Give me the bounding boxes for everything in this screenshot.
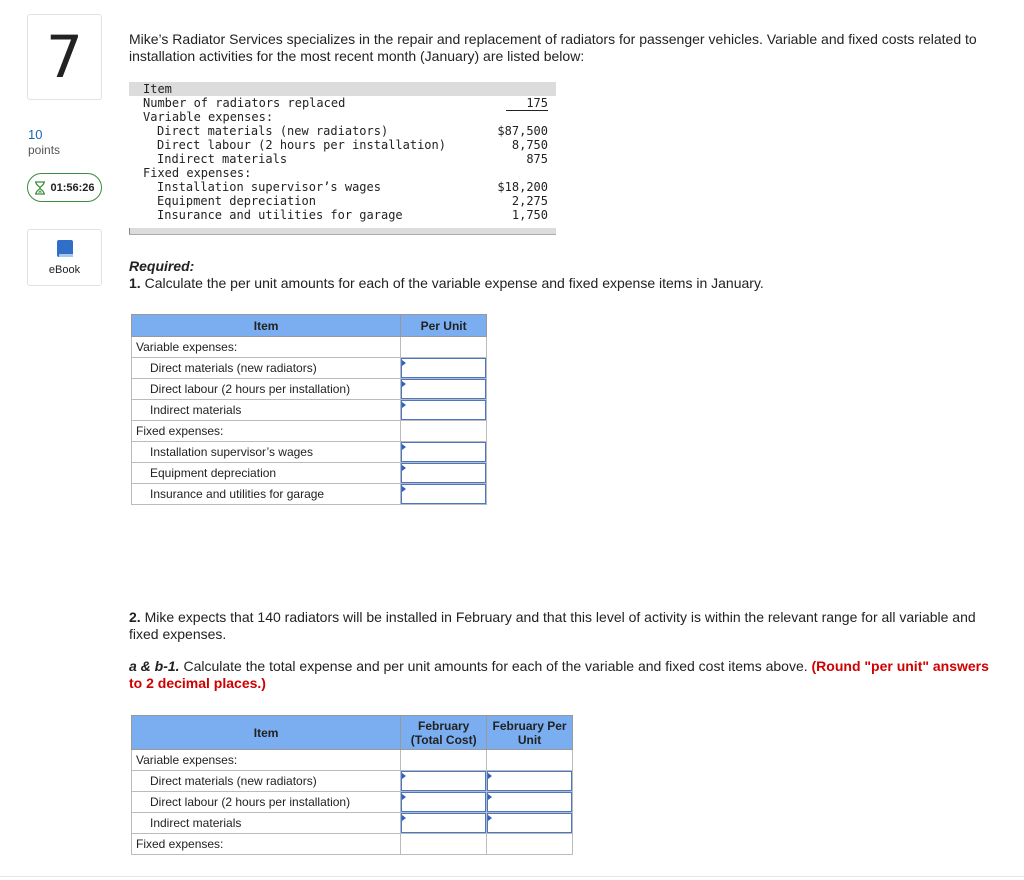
data-row-radiators: Number of radiators replaced 175	[143, 96, 548, 110]
timer	[27, 173, 102, 202]
hourglass-icon	[34, 181, 46, 195]
table-scrollbar[interactable]	[129, 228, 556, 234]
points-label: points	[28, 143, 61, 157]
input-indirect-materials-feb-total[interactable]	[402, 814, 485, 832]
part-ab-instruction: a & b-1. Calculate the total expense and per unit amounts for each of the variable and fixed cost items above. (Round "per unit" answers to 2 decimal places.)	[129, 658, 989, 691]
row-label: Direct labour (2 hours per installation)	[132, 379, 401, 400]
question-number: 7	[46, 23, 83, 91]
part1-instruction: 1. Calculate the per unit amounts for each of the variable expense and fixed expense items in January.	[129, 275, 764, 291]
column-header-february-total: February (Total Cost)	[401, 716, 487, 750]
bottom-divider	[0, 876, 1024, 877]
required-heading: Required:	[129, 258, 195, 274]
variable-expenses-heading: Variable expenses:	[132, 337, 401, 358]
data-row-supervisor-wages: Installation supervisor’s wages $18,200	[157, 180, 548, 194]
column-header-february-per-unit: February Per Unit	[487, 716, 573, 750]
data-row-direct-labour: Direct labour (2 hours per installation) 8,750	[157, 138, 548, 152]
row-label: Equipment depreciation	[132, 463, 401, 484]
data-row-indirect-materials: Indirect materials 875	[157, 152, 548, 166]
column-header-per-unit: Per Unit	[401, 315, 487, 337]
rounding-note: (Round "per unit" answers to 2 decimal places.)	[129, 658, 989, 691]
book-icon	[56, 239, 74, 259]
row-label: Direct materials (new radiators)	[132, 771, 401, 792]
ebook-button[interactable]	[27, 229, 102, 286]
input-direct-labour-feb-total[interactable]	[402, 793, 485, 811]
fixed-expenses-heading: Fixed expenses:	[132, 421, 401, 442]
row-label: Insurance and utilities for garage	[132, 484, 401, 505]
data-row-direct-materials: Direct materials (new radiators) $87,500	[157, 124, 548, 138]
february-answer-table	[131, 715, 573, 855]
input-direct-materials-per-unit[interactable]	[402, 359, 485, 377]
data-row-fixed-heading: Fixed expenses:	[143, 166, 252, 180]
question-number-box	[27, 14, 102, 100]
column-header-item: Item	[132, 716, 401, 750]
data-row-variable-heading: Variable expenses:	[143, 110, 274, 124]
data-row-equipment-depreciation: Equipment depreciation 2,275	[157, 194, 548, 208]
column-header-item: Item	[132, 315, 401, 337]
points-value: 10	[28, 127, 43, 142]
ebook-label: eBook	[48, 264, 81, 276]
row-label: Indirect materials	[132, 813, 401, 834]
input-direct-materials-feb-per-unit[interactable]	[488, 772, 571, 790]
input-indirect-materials-per-unit[interactable]	[402, 401, 485, 419]
intro-text: Mike’s Radiator Services specializes in the repair and replacement of radiators for passenger vehicles. Variable and fixed costs related to installation activities for the most recent month (January) are listed below:	[129, 31, 977, 64]
data-row-insurance-utilities: Insurance and utilities for garage 1,750	[157, 208, 548, 222]
input-direct-materials-feb-total[interactable]	[402, 772, 485, 790]
input-equipment-depreciation-per-unit[interactable]	[402, 464, 485, 482]
input-insurance-utilities-per-unit[interactable]	[402, 485, 485, 503]
row-label: Installation supervisor’s wages	[132, 442, 401, 463]
row-label: Direct materials (new radiators)	[132, 358, 401, 379]
given-data-header: Item	[129, 82, 556, 96]
input-direct-labour-per-unit[interactable]	[402, 380, 485, 398]
variable-expenses-heading: Variable expenses:	[132, 750, 401, 771]
input-direct-labour-feb-per-unit[interactable]	[488, 793, 571, 811]
input-indirect-materials-feb-per-unit[interactable]	[488, 814, 571, 832]
timer-text: 01:56:26	[50, 181, 95, 194]
row-label: Direct labour (2 hours per installation)	[132, 792, 401, 813]
row-label: Indirect materials	[132, 400, 401, 421]
part2-instruction: 2. Mike expects that 140 radiators will be installed in February and that this level of activity is within the relevant range for all variable and fixed expenses.	[129, 609, 976, 642]
per-unit-answer-table	[131, 314, 487, 505]
input-supervisor-wages-per-unit[interactable]	[402, 443, 485, 461]
given-data-table	[129, 82, 556, 235]
fixed-expenses-heading: Fixed expenses:	[132, 834, 401, 855]
